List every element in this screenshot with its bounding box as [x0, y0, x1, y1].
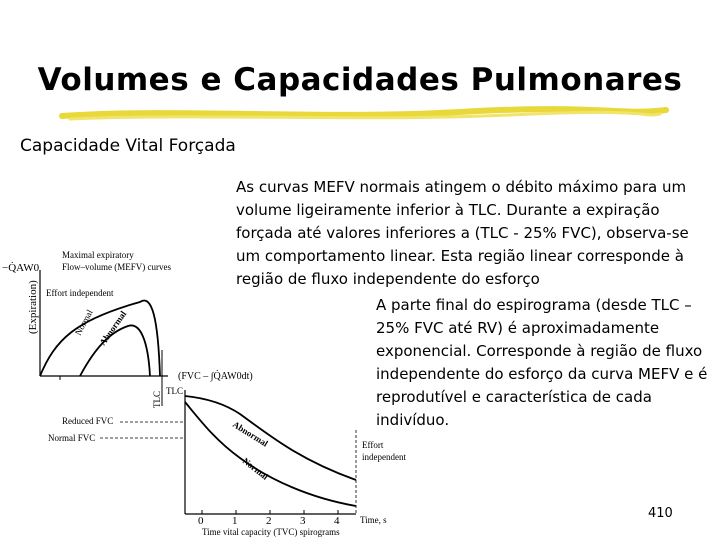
normal-spirogram-label: Normal [240, 455, 271, 482]
abnormal-curve-label: Abnormal [97, 309, 129, 348]
time-tick-label-3: 3 [300, 515, 306, 527]
time-tick-label-2: 2 [266, 515, 272, 527]
title-highlight-stroke [60, 104, 670, 126]
slide-title: Volumes e Capacidades Pulmonares [37, 62, 683, 98]
time-tick-label-1: 1 [232, 515, 238, 527]
effort-independent-top-label: Effort independent [46, 288, 114, 298]
spirogram-caption: Time vital capacity (TVC) spirograms [202, 527, 340, 537]
time-tick-label-0: 0 [198, 515, 204, 527]
effort-right-line1: Effort [362, 440, 384, 450]
abnormal-spirogram-label: Abnormal [230, 419, 270, 449]
page-number: 410 [648, 506, 673, 521]
slide-subtitle: Capacidade Vital Forçada [20, 136, 236, 156]
mefv-spirogram-figure [0, 230, 406, 540]
fvc-formula-label: (FVC – ∫Q̇AW0dt) [178, 371, 253, 382]
paragraph-spirogram: A parte final do espirograma (desde TLC – 25% FVC até RV) é aproximadamente exponencial. Corresponde à região de fluxo independente do esforço da curva MEFV e é reprodutível e característica de cada indivíduo. [376, 296, 708, 429]
tlc-vertical-label: TLC [152, 391, 162, 408]
abnormal-spirogram-curve [185, 396, 356, 480]
flow-axis-label: −Q̇AW0 [2, 262, 40, 274]
mefv-label-line1: Maximal expiratory [62, 250, 134, 260]
tlc-label: TLC [166, 386, 183, 396]
normal-curve-label: Normal [72, 307, 95, 337]
expiration-axis-label: (Expiration) [27, 280, 39, 334]
effort-right-line2: independent [362, 452, 406, 462]
mefv-label-line2: Flow–volume (MEFV) curves [62, 262, 171, 272]
paragraph-mefv: As curvas MEFV normais atingem o débito máximo para um volume ligeiramente inferior à TLC. Durante a expiração forçada até valores inferiores a (TLC - 25% FVC), observa-se um comportamento linear. Esta região linear corresponde à região de fluxo independente do esforço [236, 178, 689, 288]
time-axis-label: Time, s [360, 515, 387, 525]
normal-fvc-label: Normal FVC [48, 433, 96, 443]
time-tick-label-4: 4 [334, 515, 340, 527]
reduced-fvc-label: Reduced FVC [62, 416, 114, 426]
normal-spirogram-curve [185, 402, 356, 506]
